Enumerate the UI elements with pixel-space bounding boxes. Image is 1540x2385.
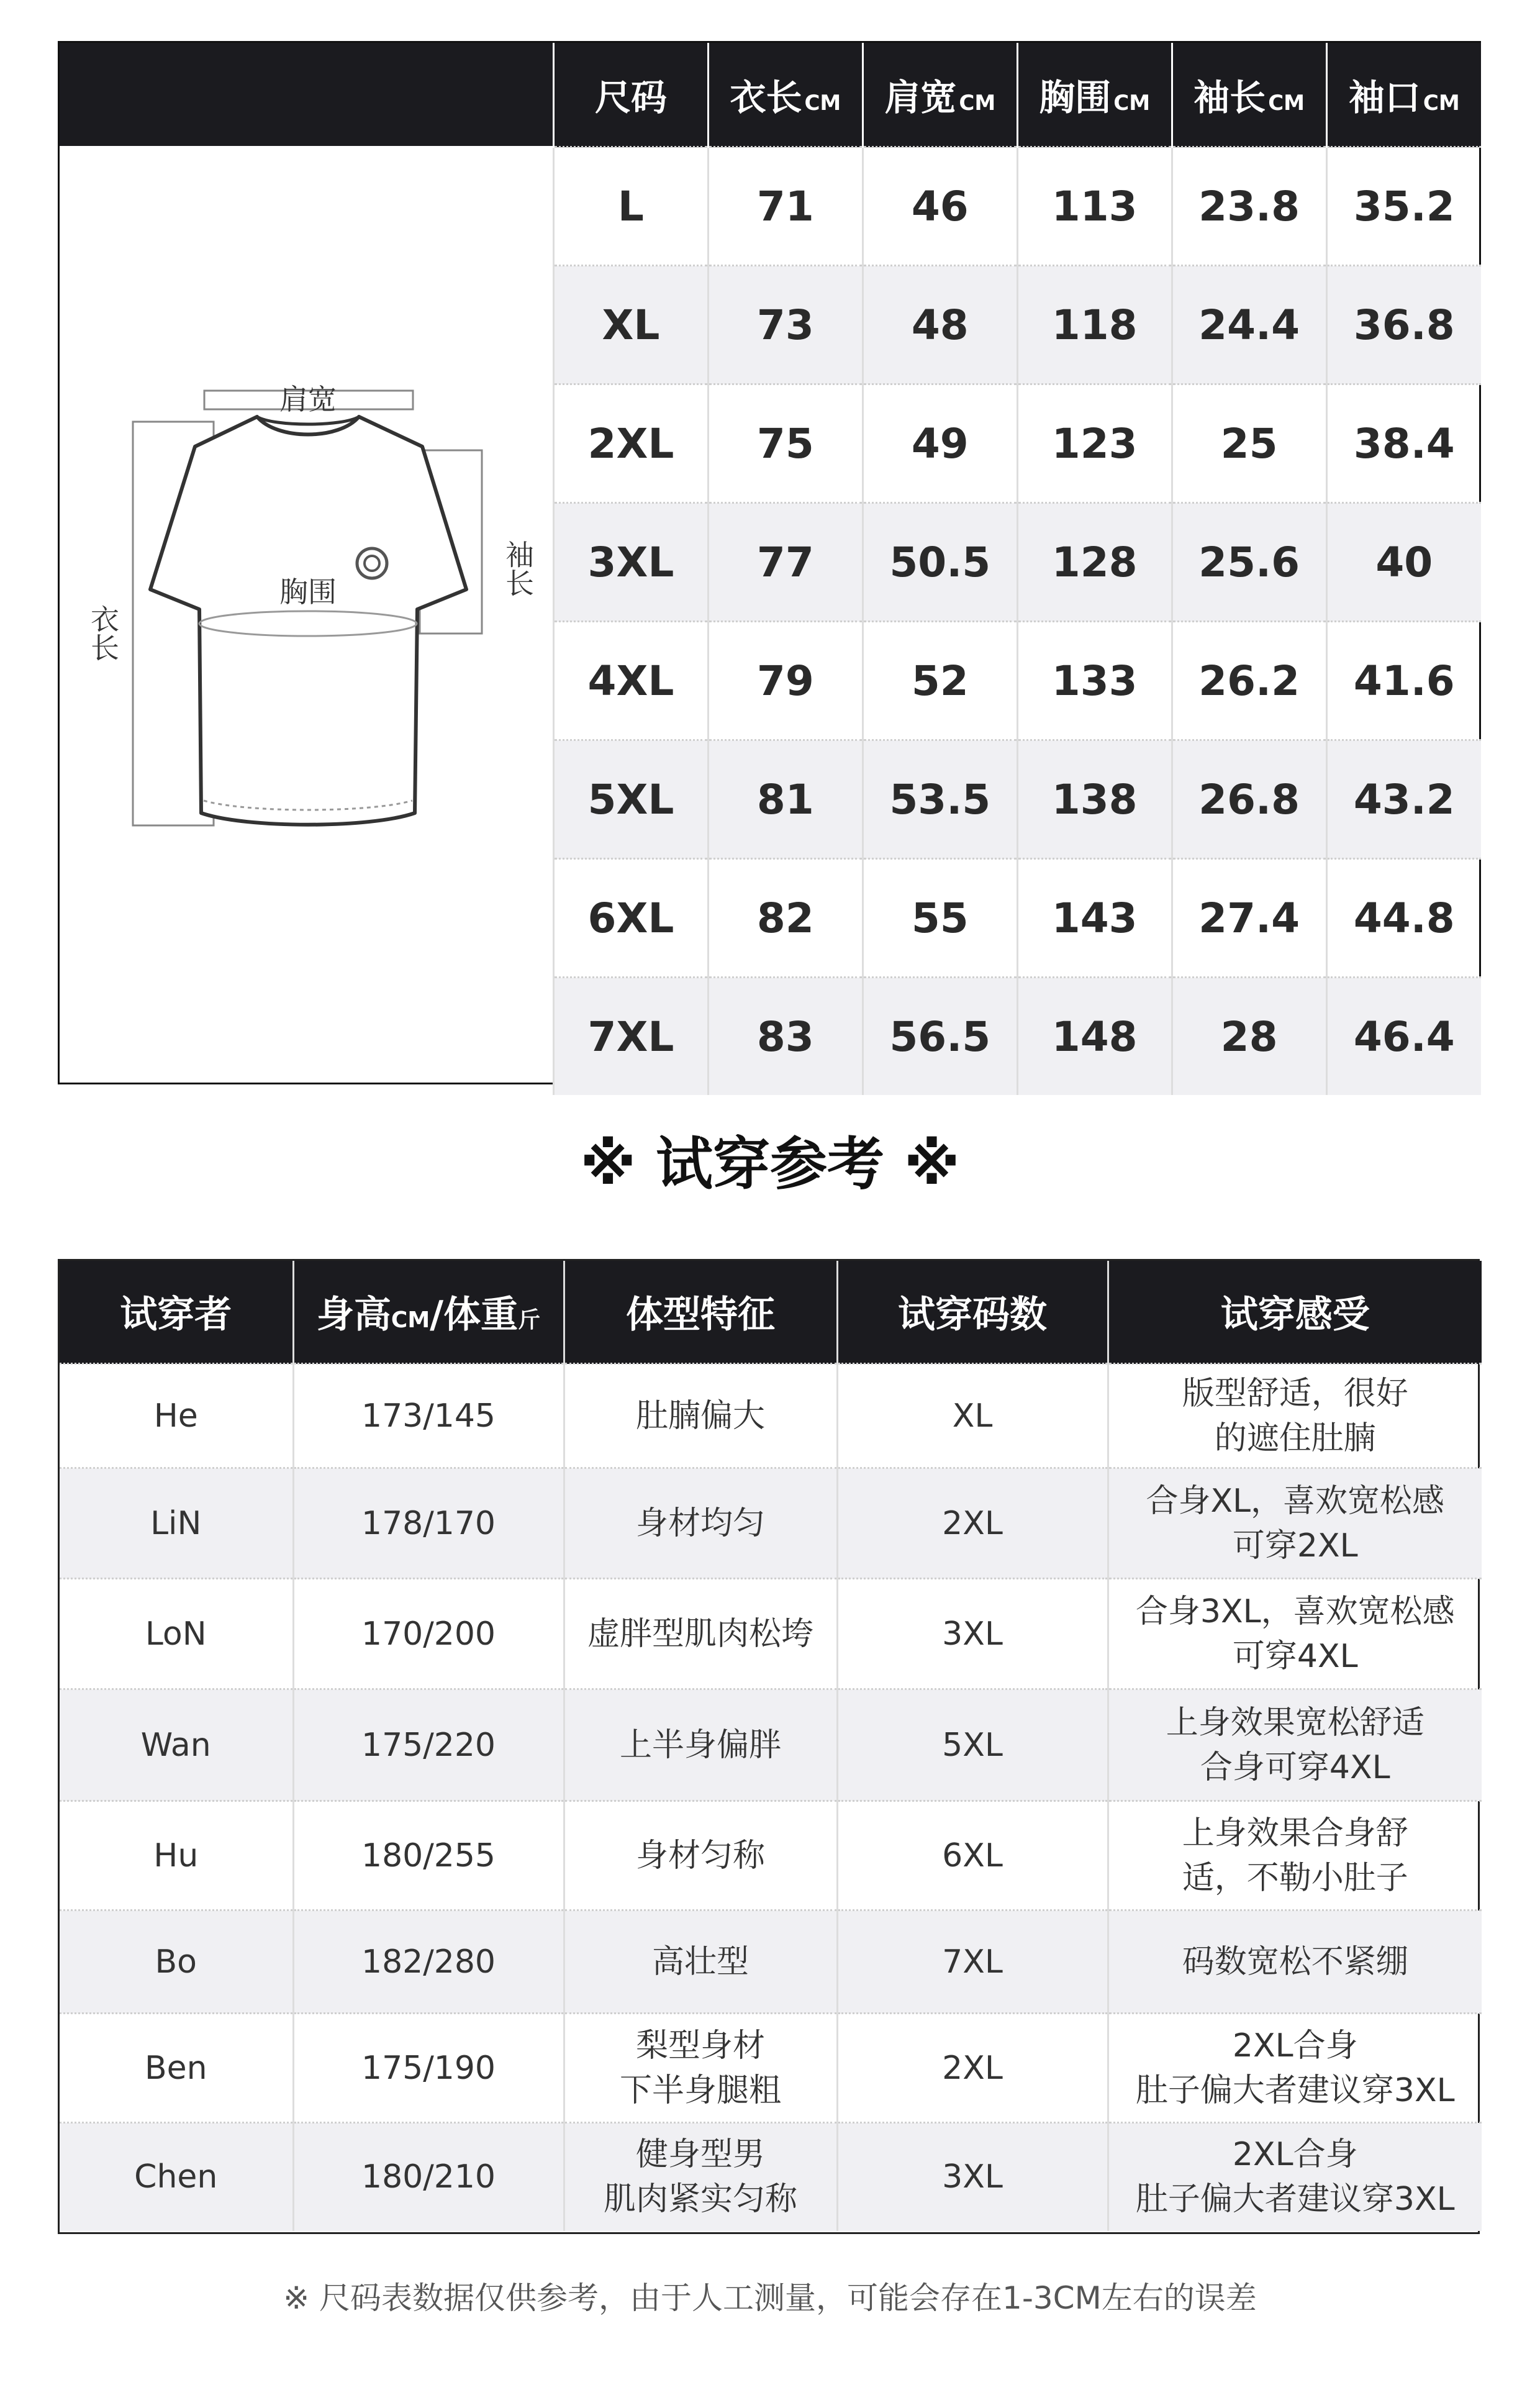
size-table-header — [554, 43, 1482, 147]
tryon-name-cell: He — [60, 1364, 293, 1468]
body-type-line: 身材均匀 — [635, 1504, 765, 1542]
tryon-name-cell: Bo — [60, 1910, 293, 2014]
tshirt-outline — [150, 417, 466, 825]
tryon-name-cell: Wan — [60, 1689, 293, 1801]
size-header-cell: 肩宽 CM — [863, 43, 1017, 147]
size-value-cell: 71 — [708, 147, 863, 266]
size-value-cell: 49 — [863, 384, 1017, 503]
tryon-row — [60, 1579, 1482, 1689]
size-value-cell: 28 — [1172, 978, 1326, 1096]
tryon-body-type-cell — [564, 1801, 837, 1910]
tryon-body-type-cell — [564, 1364, 837, 1468]
tryon-body-type-cell — [564, 2123, 837, 2231]
feel-line: 版型舒适，很好 — [1182, 1374, 1408, 1412]
size-value-cell: 53.5 — [863, 740, 1017, 859]
size-value-cell: 44.8 — [1326, 859, 1481, 978]
tryon-height-weight-cell: 175/190 — [293, 2014, 564, 2123]
size-value-cell: 148 — [1017, 978, 1172, 1096]
tryon-size-cell: 2XL — [837, 1468, 1108, 1579]
body-type-line: 梨型身材 — [635, 2027, 765, 2065]
size-value-cell: 25 — [1172, 384, 1326, 503]
tryon-height-weight-cell: 180/210 — [293, 2123, 564, 2231]
tryon-header-cell: 试穿码数 — [837, 1261, 1108, 1364]
size-value-cell: 77 — [708, 503, 863, 622]
size-value-cell: 138 — [1017, 740, 1172, 859]
size-value-cell: 36.8 — [1326, 266, 1481, 384]
size-value-cell: 41.6 — [1326, 622, 1481, 740]
tryon-height-weight-cell: 178/170 — [293, 1468, 564, 1579]
tshirt-collar — [257, 417, 359, 424]
tryon-size-cell: 3XL — [837, 2123, 1108, 2231]
size-label-cell: L — [554, 147, 709, 266]
size-header-cell: 尺码 — [554, 43, 709, 147]
size-value-cell: 79 — [708, 622, 863, 740]
tryon-body-type-cell — [564, 1689, 837, 1801]
body-type-line: 上半身偏胖 — [619, 1726, 781, 1764]
body-type-line: 下半身腿粗 — [619, 2071, 781, 2109]
size-chart — [58, 41, 1481, 1084]
size-value-cell: 123 — [1017, 384, 1172, 503]
tryon-name-cell: LiN — [60, 1468, 293, 1579]
size-row — [554, 503, 1482, 622]
footnote: ※ 尺码表数据仅供参考，由于人工测量，可能会存在1-3CM左右的误差 — [283, 2280, 1257, 2316]
length-label: 衣长 — [86, 604, 120, 661]
size-value-cell: 48 — [863, 266, 1017, 384]
size-row — [554, 384, 1482, 503]
size-value-cell: 27.4 — [1172, 859, 1326, 978]
size-value-cell: 55 — [863, 859, 1017, 978]
size-value-cell: 46 — [863, 147, 1017, 266]
tryon-title: ※ 试穿参考 ※ — [580, 1131, 960, 1197]
size-label-cell: 3XL — [554, 503, 709, 622]
tryon-height-weight-cell: 175/220 — [293, 1689, 564, 1801]
size-value-cell: 24.4 — [1172, 266, 1326, 384]
size-row — [554, 147, 1482, 266]
size-value-cell: 43.2 — [1326, 740, 1481, 859]
tshirt-measure-diagram — [60, 43, 553, 1083]
size-row — [554, 266, 1482, 384]
tryon-body-type-cell — [564, 1910, 837, 2014]
tryon-body-type-cell — [564, 1468, 837, 1579]
size-value-cell: 26.2 — [1172, 622, 1326, 740]
sleeve-label: 袖长 — [501, 540, 535, 597]
size-value-cell: 26.8 — [1172, 740, 1326, 859]
tryon-height-weight-cell: 182/280 — [293, 1910, 564, 2014]
size-label-cell: 5XL — [554, 740, 709, 859]
tryon-size-cell: 5XL — [837, 1689, 1108, 1801]
feel-line: 合身XL，喜欢宽松感 — [1146, 1482, 1445, 1520]
tryon-name-cell: Hu — [60, 1801, 293, 1910]
size-row — [554, 622, 1482, 740]
tryon-row — [60, 2014, 1482, 2123]
tryon-feel-cell — [1108, 1910, 1482, 2014]
shoulder-label: 肩宽 — [279, 383, 337, 416]
tryon-size-cell: 6XL — [837, 1801, 1108, 1910]
tryon-header-cell: 身高CM/体重斤 — [293, 1261, 564, 1364]
tryon-reference — [58, 1259, 1480, 2234]
chest-label: 胸围 — [279, 575, 337, 609]
tryon-feel-cell — [1108, 1579, 1482, 1689]
size-row — [554, 978, 1482, 1096]
size-value-cell: 46.4 — [1326, 978, 1481, 1096]
size-label-cell: 2XL — [554, 384, 709, 503]
feel-line: 合身可穿4XL — [1200, 1748, 1390, 1786]
tryon-body-type-cell — [564, 1579, 837, 1689]
size-label-cell: XL — [554, 266, 709, 384]
size-value-cell: 23.8 — [1172, 147, 1326, 266]
size-header-cell: 袖长 CM — [1172, 43, 1326, 147]
tryon-table-header — [60, 1261, 1482, 1364]
size-value-cell: 118 — [1017, 266, 1172, 384]
tryon-name-cell: LoN — [60, 1579, 293, 1689]
body-type-line: 高壮型 — [651, 1943, 749, 1981]
feel-line: 2XL合身 — [1232, 2136, 1358, 2174]
size-label-cell: 6XL — [554, 859, 709, 978]
tryon-name-cell: Ben — [60, 2014, 293, 2123]
size-value-cell: 56.5 — [863, 978, 1017, 1096]
tryon-row — [60, 1468, 1482, 1579]
feel-line: 2XL合身 — [1232, 2027, 1358, 2065]
tryon-table — [60, 1261, 1482, 2231]
feel-line: 适，不勒小肚子 — [1182, 1859, 1408, 1897]
tryon-header-cell: 试穿感受 — [1108, 1261, 1482, 1364]
tryon-row — [60, 1689, 1482, 1801]
size-value-cell: 50.5 — [863, 503, 1017, 622]
size-row — [554, 740, 1482, 859]
size-value-cell: 38.4 — [1326, 384, 1481, 503]
body-type-line: 健身型男 — [635, 2136, 765, 2174]
feel-line: 可穿2XL — [1232, 1527, 1358, 1565]
feel-line: 上身效果宽松舒适 — [1166, 1704, 1424, 1742]
size-value-cell: 35.2 — [1326, 147, 1481, 266]
size-value-cell: 81 — [708, 740, 863, 859]
tryon-header-cell: 试穿者 — [60, 1261, 293, 1364]
tryon-feel-cell — [1108, 1364, 1482, 1468]
tryon-row — [60, 1801, 1482, 1910]
tryon-row — [60, 2123, 1482, 2231]
tryon-size-cell: XL — [837, 1364, 1108, 1468]
size-value-cell: 133 — [1017, 622, 1172, 740]
tryon-feel-cell — [1108, 1468, 1482, 1579]
tryon-feel-cell — [1108, 2123, 1482, 2231]
tryon-name-cell: Chen — [60, 2123, 293, 2231]
size-value-cell: 128 — [1017, 503, 1172, 622]
body-type-line: 身材匀称 — [635, 1837, 765, 1874]
tryon-height-weight-cell: 170/200 — [293, 1579, 564, 1689]
size-value-cell: 83 — [708, 978, 863, 1096]
tryon-height-weight-cell: 180/255 — [293, 1801, 564, 1910]
feel-line: 的遮住肚腩 — [1214, 1419, 1376, 1457]
size-row — [554, 859, 1482, 978]
size-table — [553, 43, 1481, 1095]
tryon-row — [60, 1910, 1482, 2014]
size-header-cell: 衣长 CM — [708, 43, 863, 147]
body-type-line: 肌肉紧实匀称 — [603, 2181, 797, 2219]
size-value-cell: 52 — [863, 622, 1017, 740]
diagram-header-blank — [60, 43, 553, 146]
tryon-row — [60, 1364, 1482, 1468]
tryon-size-cell: 3XL — [837, 1579, 1108, 1689]
size-header-cell: 袖口 CM — [1326, 43, 1481, 147]
feel-line: 可穿4XL — [1232, 1637, 1358, 1675]
size-value-cell: 143 — [1017, 859, 1172, 978]
tryon-size-cell: 7XL — [837, 1910, 1108, 2014]
size-header-cell: 胸围 CM — [1017, 43, 1172, 147]
size-label-cell: 7XL — [554, 978, 709, 1096]
feel-line: 肚子偏大者建议穿3XL — [1135, 2181, 1455, 2219]
tryon-header-cell: 体型特征 — [564, 1261, 837, 1364]
garment-diagram — [60, 43, 553, 1083]
tryon-feel-cell — [1108, 1801, 1482, 1910]
feel-line: 合身3XL，喜欢宽松感 — [1135, 1592, 1455, 1630]
size-value-cell: 82 — [708, 859, 863, 978]
tryon-feel-cell — [1108, 2014, 1482, 2123]
body-type-line: 虚胖型肌肉松垮 — [587, 1615, 813, 1653]
size-value-cell: 73 — [708, 266, 863, 384]
feel-line: 码数宽松不紧绷 — [1182, 1943, 1408, 1981]
tryon-size-cell: 2XL — [837, 2014, 1108, 2123]
size-value-cell: 40 — [1326, 503, 1481, 622]
feel-line: 上身效果合身舒 — [1182, 1814, 1408, 1852]
size-value-cell: 25.6 — [1172, 503, 1326, 622]
size-value-cell: 113 — [1017, 147, 1172, 266]
tryon-feel-cell — [1108, 1689, 1482, 1801]
body-type-line: 肚腩偏大 — [635, 1397, 765, 1435]
tryon-height-weight-cell: 173/145 — [293, 1364, 564, 1468]
feel-line: 肚子偏大者建议穿3XL — [1135, 2071, 1455, 2109]
size-value-cell: 75 — [708, 384, 863, 503]
size-label-cell: 4XL — [554, 622, 709, 740]
tryon-body-type-cell — [564, 2014, 837, 2123]
